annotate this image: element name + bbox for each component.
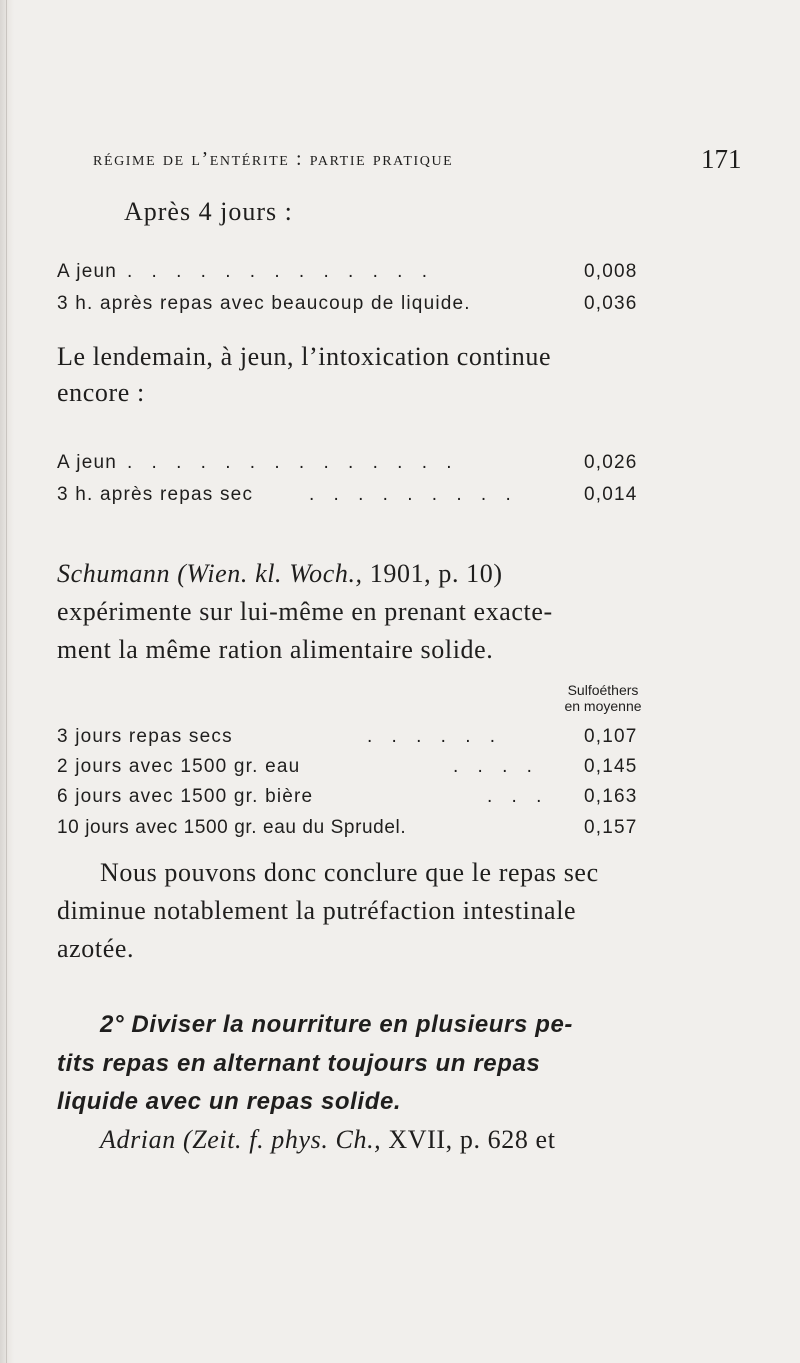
paragraph-line: [57, 559, 503, 589]
row-value: 0,163: [584, 786, 638, 807]
row-value: 0,014: [584, 484, 638, 505]
row-value: 0,157: [584, 817, 638, 838]
citation: (Zeit. f. phys. Ch.,: [182, 1125, 382, 1154]
rule-heading-line: liquide avec un repas solide.: [57, 1088, 402, 1115]
author-name: Adrian: [100, 1125, 176, 1154]
measure-row: [57, 484, 657, 508]
row-leader-dots: . . . . . .: [367, 726, 503, 747]
paragraph-line: [100, 1125, 556, 1155]
row-label: 2 jours avec 1500 gr. eau: [57, 756, 301, 777]
table-row: [57, 726, 657, 750]
paragraph-line: azotée.: [57, 934, 135, 963]
paragraph-line: encore :: [57, 378, 145, 407]
measure-row: [57, 452, 657, 476]
paragraph-line: ment la même ration alimentaire solide.: [57, 635, 494, 664]
paragraph-line: Nous pouvons donc conclure que le repas sec: [100, 858, 599, 887]
table-row: [57, 817, 657, 841]
paragraph-line: Le lendemain, à jeun, l’intoxication continue: [57, 342, 552, 371]
paragraph-line: diminue notablement la putréfaction intestinale: [57, 896, 577, 925]
row-leader-dots: . . .: [487, 786, 549, 807]
row-leader-dots: . . . . . . . . . . . . . .: [127, 452, 459, 473]
citation-rest: 1901, p. 10): [369, 559, 503, 588]
row-label: 6 jours avec 1500 gr. bière: [57, 786, 314, 807]
row-label: A jeun: [57, 452, 118, 473]
table-row: [57, 786, 657, 810]
column-header: [538, 682, 668, 714]
measure-row: [57, 261, 657, 285]
running-header: [93, 144, 742, 174]
row-leader-dots: . . . . . . . . .: [309, 484, 518, 505]
citation: (Wien. kl. Woch.,: [177, 559, 363, 588]
row-value: 0,026: [584, 452, 638, 473]
row-value: 0,008: [584, 261, 638, 282]
row-value: 0,145: [584, 756, 638, 777]
row-label: 3 jours repas secs: [57, 726, 233, 747]
citation-rest: XVII, p. 628 et: [388, 1125, 556, 1154]
page-number: 171: [701, 144, 742, 174]
running-header-title: régime de l’entérite : partie pratique: [93, 148, 454, 170]
paragraph-line: expérimente sur lui-même en prenant exacte-: [57, 597, 553, 626]
column-header-line: Sulfoéthers: [567, 682, 639, 698]
row-label: 3 h. après repas avec beaucoup de liquide.: [57, 293, 471, 314]
row-label: 10 jours avec 1500 gr. eau du Sprudel.: [57, 817, 407, 838]
measure-row: [57, 293, 657, 317]
row-label: A jeun: [57, 261, 118, 282]
row-leader-dots: . . . . . . . . . . . . .: [127, 261, 434, 282]
row-leader-dots: . . . .: [453, 756, 539, 777]
table-row: [57, 756, 657, 780]
row-label: 3 h. après repas sec: [57, 484, 254, 505]
rule-heading-line: tits repas en alternant toujours un repas: [57, 1050, 541, 1077]
column-header-line: en moyenne: [564, 698, 642, 714]
row-value: 0,036: [584, 293, 638, 314]
author-name: Schumann: [57, 559, 171, 588]
section-heading-after-4-days: Après 4 jours :: [124, 197, 293, 226]
rule-heading-line: 2° Diviser la nourriture en plusieurs pe-: [100, 1011, 573, 1038]
row-value: 0,107: [584, 726, 638, 747]
